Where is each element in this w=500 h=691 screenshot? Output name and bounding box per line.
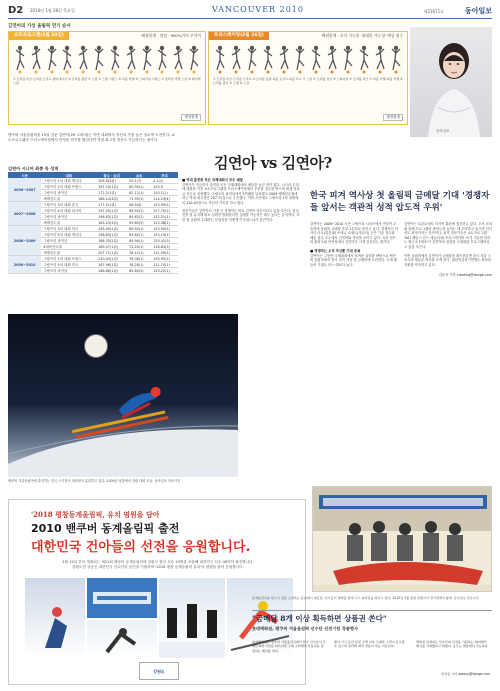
free-skating-elements: ① 트리플 러츠-트리플 토루프 ② 트리플 플립-더블 토루프-더블 루프 ③ 스핀 ④ 트리플 살코 ⑤ 스파이럴 ⑥ 트리플 러츠 ⑦ 더블 악셀-더블 악셀 ⑧ 트리플 살코 ⑨ 스텝 ⑩ 스핀	[213, 77, 403, 86]
table-cell: 69.50(1)	[127, 208, 151, 214]
ad-photo-skating-team	[159, 578, 225, 658]
table-cell: 133.19(1)	[151, 232, 178, 238]
skater-pictogram-icon	[126, 44, 136, 74]
bobsleigh-photo	[312, 486, 492, 592]
table-cell: 그랑프리 파이널	[41, 268, 96, 274]
table-cell: 197.20(1위)	[96, 184, 127, 190]
skating-team-image	[159, 578, 225, 658]
divider	[252, 610, 492, 611]
ski-jump-photo	[8, 314, 238, 477]
table-cell: 59.1(7)	[127, 178, 151, 184]
table-body	[8, 178, 178, 274]
table-cell: 세계선수권	[41, 196, 96, 202]
skater-pictogram-icon	[173, 44, 183, 74]
table-cell: 60.90(1)	[127, 184, 151, 190]
table-cell: 177.5(1위)	[96, 202, 127, 208]
skater-pictogram-icon	[15, 44, 25, 74]
table-cell: 210.03(1위)	[96, 256, 127, 262]
free-skating-note: 배점합계 · 포지 가능한 '위대한 가능성' 예상 점수	[321, 33, 403, 38]
ad-heading: 2010 밴쿠버 동계올림픽 출전	[31, 522, 180, 535]
article-column-3	[404, 222, 492, 278]
table-cell: 183.23(3위)	[96, 220, 127, 226]
table-cell: 116.83(3)	[151, 244, 178, 250]
column-2-body-2: 김연아는 그동안 국제대회에서 보여준 실력을 바탕으로 밴쿠버 올림픽에서 한국 피겨 사상 첫 금메달에 도전한다. 국내 팬들의 기대도 어느 때보다 높다.	[310, 253, 397, 267]
table-cell: 76.08(1)	[127, 256, 151, 262]
table-header-cell: 프리	[151, 172, 178, 178]
skater-pictogram-icon	[157, 44, 167, 74]
table-cell: 187.98(1위)	[96, 262, 127, 268]
column-2-body: 김연아는 2009~2010 시즌 그랑프리 시리즈에서 연달아 우승하며 올림픽 금메달 후보 1순위로 꼽히고 있다. 경쟁자인 아사다 마오(일본)와 조애니 로셰트(캐나다) 등은 기술 점수와 예술 점수 모두에서 김연아와 격차를 보이고 있다. 특히 점프의 완성도와 안정성에서 김연아가 크게 앞선다는 평가다.	[310, 222, 398, 245]
skater-pictogram-icon	[311, 44, 321, 74]
free-skating-graphic	[208, 31, 408, 125]
table-cell: 5.1(1)	[151, 178, 178, 184]
speed-skater-image	[25, 578, 85, 658]
free-skating-title: 프리스케이팅(2월 26일)	[209, 32, 269, 40]
skater-pictogram-icon	[391, 44, 401, 74]
table-cell: 120.41(3)	[151, 238, 178, 244]
table-cell: 그랑프리 5차 대회 미국	[41, 262, 96, 268]
skater-pictogram-icon	[231, 44, 241, 74]
free-skating-total: 배점합계	[383, 114, 403, 121]
kim-yuna-photo	[410, 27, 492, 137]
table-cell: 69.50(1)	[127, 226, 151, 232]
table-cell: 186.14(3위)	[96, 196, 127, 202]
table-header-cell: 대회	[41, 172, 96, 178]
table-cell: 그랑프리 파이널	[41, 190, 96, 196]
table-cell: 196.83(1위)	[96, 232, 127, 238]
table-cell: 그랑프리 4차 대회 러시아	[41, 208, 96, 214]
table-cell: 그랑프리 파이널	[41, 214, 96, 220]
table-cell: 4대륙선수권	[41, 244, 96, 250]
table-cell: 110.1(1)	[151, 190, 178, 196]
column-3-body-2: 이번 올림픽에서 김연아가 금메달을 획득한다면 한국 겨울 스포츠의 새로운 역사를 쓰게 된다. 대한빙상경기연맹도 최상의 지원을 약속하고 있다.	[404, 253, 491, 267]
table-cell: 71.95(1)	[127, 196, 151, 202]
table-cell: 59.85(5)	[127, 220, 151, 226]
table-cell: 127.70(1)	[151, 208, 178, 214]
skater-pictogram-icon	[375, 44, 385, 74]
short-program-note: 배점합계 · 정원 · 900%까지 주석어	[141, 33, 201, 38]
skater-pictogram-icon	[94, 44, 104, 74]
free-skating-skaters	[215, 44, 401, 74]
table-cell: 132.21(1)	[151, 214, 178, 220]
main-headline: 김연아 vs 김연아?	[214, 154, 332, 172]
bobsleigh-image	[313, 487, 492, 592]
table-cell: 123.22(1)	[151, 268, 178, 274]
article-column-2	[310, 222, 398, 267]
table-cell: 114.19(4)	[151, 196, 178, 202]
table-cell: 197.20(1위)	[96, 208, 127, 214]
newspaper-logo: 동아일보	[464, 6, 492, 15]
edition-number: 제21671호	[423, 9, 444, 14]
table-cell: 188.86(1위)	[96, 268, 127, 274]
table-season-cell: 2007~2008	[8, 202, 41, 226]
column-1-body-2: 전문가들은 김연아의 가장 큰 경쟁자는 바로 김연아 자신이라고 입을 모은다. 컨디션을 잘 유지해 평소 실력만 발휘한다면 금메달 가능성은 매우 높다는 분석이다. 다만 첫 올림픽 무대라는 부담감을 어떻게 이겨내느냐가 관건이다.	[182, 208, 300, 222]
table-header-cell: 점수 · 순위	[96, 172, 127, 178]
table-header-cell: 시즌	[8, 172, 41, 178]
column-2-subhead: ■ 경쟁자는 오직 자신뿐 기대 증폭	[310, 248, 361, 253]
column-1-subhead: ■ 역대 출전한 모든 국제대회서 모두 메달	[182, 178, 243, 182]
skater-pictogram-icon	[78, 44, 88, 74]
graphic-lede: 밴쿠버 겨울올림픽을 15일 앞둔 김연아(20·고려대)는 이번 대회에서 자신의 가장 높은 점수에 도전한다. 쇼트프로그램과 프리스케이팅에서 안정된 연기를 펼친다면 역대 최고점 경신도 가능하다는 평가다.	[8, 133, 175, 142]
table-cell: 120.0	[151, 184, 178, 190]
skater-pictogram-icon	[263, 44, 273, 74]
lotte-headline: "금메달 8개 이상 획득하면 상품권 쏜다"	[252, 614, 387, 623]
table-cell: 133.95(1)	[151, 256, 178, 262]
table-cell: 76.12(1)	[127, 250, 151, 256]
skater-pictogram-icon	[215, 44, 225, 74]
column-3-byline: 김동욱 기자 creating@donga.com	[438, 273, 492, 278]
gangwon-logo: 강원도	[139, 662, 179, 680]
skater-pictogram-icon	[189, 44, 199, 74]
table-cell: 123.38(2)	[151, 220, 178, 226]
lotte-column-3: 백화점 관계자는 선수단의 선전을 기원하는 의미에서 행사를 기획했다고 밝혔다. 응모는 매장에서 가능하다.	[416, 640, 489, 649]
skater-pictogram-icon	[62, 44, 72, 74]
photo-credit: 동아일보	[436, 129, 450, 133]
skater-pictogram-icon	[142, 44, 152, 74]
ad-photo-speed-skating	[25, 578, 85, 658]
table-cell: 186.35(2위)	[96, 238, 127, 244]
skater-pictogram-icon	[343, 44, 353, 74]
ski-jump-caption: 밴쿠버 겨울올림픽에 출전하는 한국 스키점프 대표팀이 훈련하고 있다. 2009년 평창에서 열린 대회 모습. 동아일보 자료사진	[8, 479, 181, 483]
skater-pictogram-icon	[247, 44, 257, 74]
lotte-column-1: 롯데백화점은 밴쿠버 겨울올림픽에서 한국 선수단이 금메달 8개 이상을 획득하면 구매 고객에게 상품권을 증정하는 행사를 연다.	[252, 640, 326, 653]
table-cell: 105.6(3위)	[96, 178, 127, 184]
table-cell: 63.64(1)	[127, 232, 151, 238]
section-title: VANCOUVER 2010	[212, 5, 304, 14]
banner-image	[87, 578, 157, 618]
gangwon-advertisement	[8, 499, 306, 685]
ad-photo-banner	[87, 578, 157, 618]
skater-pictogram-icon	[110, 44, 120, 74]
table-cell: 172.2(1위)	[96, 190, 127, 196]
table-cell: 그랑프리 5차 대회 캐나다	[41, 232, 96, 238]
article-subheadline: 한국 피겨 역사상 첫 올림픽 금메달 기대 '경쟁자들 앞서는 객관적 성적 압도적 우위'	[310, 191, 490, 213]
short-program-total: 배점합계	[181, 114, 201, 121]
skater-image	[87, 620, 157, 658]
short-program-skaters	[15, 44, 199, 74]
table-cell: 그랑프리 1차 대회 캐나다	[41, 178, 96, 184]
page-number: D2	[8, 5, 24, 16]
table-cell: 그랑프리 파이널	[41, 238, 96, 244]
page-header	[8, 5, 492, 19]
table-cell: 193.45(1위)	[96, 226, 127, 232]
table-cell: 65.64(2)	[127, 268, 151, 274]
table-cell: 131.59(1)	[151, 250, 178, 256]
table-season-cell: 2009~2010	[8, 256, 41, 274]
records-table	[8, 172, 178, 274]
issue-date: 2010년 1월 28일 목요일	[30, 8, 75, 13]
table-cell: 그랑프리 3차 대회 중국	[41, 202, 96, 208]
ad-body-line-2: 강원도민 일동은 대한민국 선수단의 선전을 기원하며 '2018 평창 동계올림픽 유치'의 염원을 담아 응원합니다.	[72, 565, 244, 569]
table-cell: 세계선수권	[41, 220, 96, 226]
short-program-graphic	[8, 31, 206, 125]
ad-tagline: '2018 평창동계올림픽, 유치 염원을 담아	[31, 510, 160, 519]
table-cell: 189.07(1위)	[96, 244, 127, 250]
table-cell: 72.24(1)	[127, 244, 151, 250]
table-cell: 그랑프리 3차 대회 미국	[41, 226, 96, 232]
ad-headline: 대한민국 건아들의 선전을 응원합니다.	[31, 540, 251, 555]
table-cell: 64.62(2)	[127, 214, 151, 220]
ad-body-line-1: 2월 12일 부터 개최되는 제21회 밴쿠버 동계올림픽에 강원도 출신 선수 10명을 포함해 대한민국 선수 46명이 출전합니다.	[62, 560, 254, 564]
table-cell: 207.71(1위)	[96, 250, 127, 256]
portrait-image	[410, 27, 492, 137]
ski-jump-image	[8, 314, 238, 477]
records-table-title: 김연아 시니어 최종 득 성적	[8, 166, 59, 171]
ad-photo-skater	[87, 620, 157, 658]
skater-pictogram-icon	[359, 44, 369, 74]
table-header-cell: 쇼트	[127, 172, 151, 178]
column-1-body: 김연아가 지금까지 출전한 모든 국제대회에서 메달을 놓친 적이 없다. 시니어 무대에 데뷔한 이후 쇼트프로그램과 프리스케이팅에서 꾸준한 점수를 받으며 세계 정상급 선수로 성장했다. 그랑프리 파이널에서 2연패를 달성했고 2009 세계선수권에서는 역대 최고점인 207.71점으로 우승했다. 이번 시즌에도 그랑프리 1차 대회에서 210.03점으로 자신의 기록을 다시 썼다.	[182, 182, 300, 205]
table-cell: 그랑프리 1차 대회 프랑스	[41, 256, 96, 262]
skater-pictogram-icon	[31, 44, 41, 74]
bobsleigh-caption: 동계올림픽을 앞두고 팀을 소개하는 봅슬레이 대표팀. 선수들이 썰매를 앞에 두고 파이팅을 외치고 있다. 2010년 1월 평창 알펜시아 경기장에서 촬영. 동아일보 자료사진	[252, 596, 479, 600]
table-cell: 76.28(1)	[127, 262, 151, 268]
ad-body	[25, 560, 291, 570]
short-program-title: 쇼트프로그램(2월 24일)	[9, 32, 69, 40]
column-3-body: 김연아는 토론토에서 마지막 훈련에 집중하고 있다. 오서 코치와 함께 프로그램의 완성도를 높이는 데 주력하고 있으며 컨디션도 최상이라는 전언이다. 피겨 전문가들은 쇼트프로그램 '007 제임스 본드 메들리'와 프리스케이팅 '조지 거슈윈 피아노 협주곡 F장조'가 김연아의 장점을 극대화한 프로그램이라고 입을 모은다.	[404, 222, 493, 249]
lotte-subheadline: 롯데백화점, 밴쿠버 겨울올림픽 선수단 선전기원 경품행사	[252, 626, 358, 631]
article-column-1	[182, 178, 300, 222]
skater-pictogram-icon	[295, 44, 305, 74]
lotte-column-2: 행사 기간 동안 일정 금액 이상 구매한 고객이 응모할 수 있으며 결과에 따라 경품이 차등 지급된다.	[334, 640, 405, 649]
table-season-cell: 2006~2007	[8, 178, 41, 202]
lotte-byline: 한상준 기자 alwaysj@donga.com	[441, 672, 490, 676]
short-program-elements: ① 트리플 러츠-트리플 토루프 콤비네이션 ② 트리플 플립 ③ 스핀 ④ 스텝 시퀀스 ⑤ 더블 악셀 ⑥ 스파이럴 시퀀스 ⑦ 플라잉 카멜 스핀 ⑧ 레이백 스핀	[13, 77, 201, 86]
table-cell: 세계선수권	[41, 250, 96, 256]
skater-pictogram-icon	[327, 44, 337, 74]
table-cell: 123.95(1)	[151, 226, 178, 232]
table-cell: 그랑프리 2차 대회 프랑스	[41, 184, 96, 190]
table-cell: 111.70(2)	[151, 262, 178, 268]
skater-pictogram-icon	[47, 44, 57, 74]
skater-pictogram-icon	[279, 44, 289, 74]
table-cell: 120.99(1)	[151, 202, 178, 208]
table-cell: 196.83(1위)	[96, 214, 127, 220]
table-cell: 65.94(1)	[127, 238, 151, 244]
table-cell: 62.12(1)	[127, 190, 151, 196]
table-season-cell: 2008~2009	[8, 226, 41, 256]
table-cell: 56.5(4)	[127, 202, 151, 208]
graphic-title: 김연아의 가상 올림픽 연기 순서	[8, 24, 71, 29]
